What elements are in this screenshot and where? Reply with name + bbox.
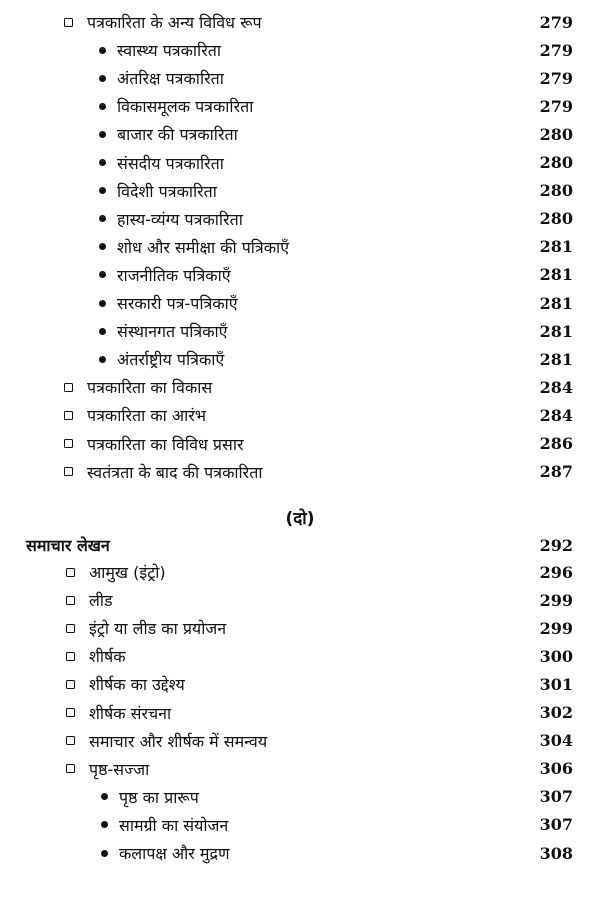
toc-entry xyxy=(0,755,600,783)
toc-entry-page-number: 281 xyxy=(539,237,573,257)
toc-entry-page-number: 281 xyxy=(539,293,573,313)
toc-entry-title: पृष्ठ-सज्जा xyxy=(89,759,150,779)
square-bullet-icon xyxy=(66,736,75,745)
toc-entry-page-number: 301 xyxy=(539,674,573,694)
toc-entry xyxy=(0,233,600,261)
toc-entry-title: पत्रकारिता के अन्य विविध रूप xyxy=(87,13,262,32)
toc-entry xyxy=(0,36,600,64)
toc-entry xyxy=(0,177,600,205)
toc-entry-title: अंतर्राष्ट्रीय पत्रिकाएँ xyxy=(117,350,225,370)
toc-entry-page-number: 286 xyxy=(539,434,573,453)
toc-entry xyxy=(0,401,600,429)
round-bullet-icon xyxy=(101,793,108,800)
toc-entry xyxy=(0,642,600,670)
toc-entry-page-number: 279 xyxy=(539,96,573,116)
round-bullet-icon xyxy=(99,215,106,222)
toc-entry-title: इंट्रो या लीड का प्रयोजन xyxy=(89,619,227,639)
toc-entry-page-number: 280 xyxy=(539,209,573,229)
toc-entry-title: पृष्ठ का प्रारूप xyxy=(119,787,199,807)
toc-entry xyxy=(0,558,600,586)
round-bullet-icon xyxy=(99,328,106,335)
toc-entry-page-number: 281 xyxy=(539,349,573,369)
round-bullet-icon xyxy=(99,243,106,250)
toc-entry-title: लीड xyxy=(89,591,113,611)
chapter-title: समाचार लेखन xyxy=(26,536,110,555)
toc-entry-title: पत्रकारिता का विकास xyxy=(87,378,213,398)
toc-entry xyxy=(0,783,600,811)
toc-entry-page-number: 287 xyxy=(539,462,573,482)
toc-entry-title: पत्रकारिता का विविध प्रसार xyxy=(87,434,244,454)
toc-entry xyxy=(0,373,600,401)
toc-entry xyxy=(0,8,600,36)
toc-entry-page-number: 279 xyxy=(539,40,573,60)
toc-entry-title: राजनीतिक पत्रिकाएँ xyxy=(117,265,231,285)
toc-entry xyxy=(0,727,600,755)
toc-entry-title: बाजार की पत्रकारिता xyxy=(117,125,238,145)
toc-entry-page-number: 302 xyxy=(539,703,573,722)
toc-entry xyxy=(0,205,600,233)
toc-entry xyxy=(0,670,600,698)
toc-entry-title: विदेशी पत्रकारिता xyxy=(117,181,217,201)
toc-entry-title: पत्रकारिता का आरंभ xyxy=(87,406,207,426)
round-bullet-icon xyxy=(99,356,106,363)
section-heading: (दो) xyxy=(285,509,315,529)
toc-entry-title: स्वतंत्रता के बाद की पत्रकारिता xyxy=(87,462,263,482)
toc-entry-page-number: 280 xyxy=(539,181,573,201)
toc-entry-page-number: 299 xyxy=(539,590,573,610)
toc-entry-page-number: 281 xyxy=(539,321,573,341)
toc-entry xyxy=(0,345,600,373)
toc-entry-page-number: 306 xyxy=(539,759,573,779)
toc-entry xyxy=(0,458,600,486)
square-bullet-icon xyxy=(66,652,75,661)
square-bullet-icon xyxy=(66,764,75,773)
round-bullet-icon xyxy=(99,47,106,54)
toc-entry xyxy=(0,586,600,614)
toc-entry xyxy=(0,92,600,120)
round-bullet-icon xyxy=(101,821,108,828)
toc-entry-page-number: 308 xyxy=(539,843,573,863)
toc-entry-page-number: 299 xyxy=(539,618,573,638)
toc-entry-title: सरकारी पत्र-पत्रिकाएँ xyxy=(117,294,238,313)
toc-entry xyxy=(0,289,600,317)
toc-entry-title: शीर्षक का उद्देश्य xyxy=(89,675,185,695)
toc-entry-page-number: 284 xyxy=(539,405,573,425)
square-bullet-icon xyxy=(64,439,73,448)
round-bullet-icon xyxy=(99,300,106,307)
toc-entry-page-number: 304 xyxy=(539,731,573,751)
chapter-row xyxy=(0,531,600,559)
toc-entry-title: आमुख (इंट्रो) xyxy=(89,563,166,582)
round-bullet-icon xyxy=(99,131,106,138)
square-bullet-icon xyxy=(64,411,73,420)
round-bullet-icon xyxy=(99,75,106,82)
square-bullet-icon xyxy=(64,383,73,392)
square-bullet-icon xyxy=(66,708,75,717)
round-bullet-icon xyxy=(99,159,106,166)
toc-entry xyxy=(0,261,600,289)
toc-entry xyxy=(0,120,600,148)
toc-entry-title: शीर्षक संरचना xyxy=(89,703,172,723)
toc-entry-page-number: 284 xyxy=(539,377,573,397)
round-bullet-icon xyxy=(99,103,106,110)
toc-entry-title: सामग्री का संयोजन xyxy=(119,815,229,835)
round-bullet-icon xyxy=(99,271,106,278)
square-bullet-icon xyxy=(66,596,75,605)
toc-entry-title: शोध और समीक्षा की पत्रिकाएँ xyxy=(117,237,290,257)
toc-entry xyxy=(0,64,600,92)
toc-entry-title: संसदीय पत्रकारिता xyxy=(117,153,224,173)
toc-entry xyxy=(0,614,600,642)
toc-entry-title: संस्थानगत पत्रिकाएँ xyxy=(117,322,228,342)
toc-entry-page-number: 280 xyxy=(539,124,573,144)
toc-entry-title: शीर्षक xyxy=(89,647,126,667)
toc-entry-page-number: 307 xyxy=(539,815,573,835)
square-bullet-icon xyxy=(66,624,75,633)
toc-entry-page-number: 307 xyxy=(539,787,573,807)
round-bullet-icon xyxy=(101,850,108,857)
toc-entry xyxy=(0,811,600,839)
chapter-page-number: 292 xyxy=(539,535,573,555)
square-bullet-icon xyxy=(66,680,75,689)
toc-entry-page-number: 296 xyxy=(539,562,573,582)
toc-entry-title: विकासमूलक पत्रकारिता xyxy=(117,97,254,117)
toc-entry-page-number: 300 xyxy=(539,646,573,666)
toc-entry-title: हास्य-व्यंग्य पत्रकारिता xyxy=(117,209,243,229)
toc-entry xyxy=(0,317,600,345)
round-bullet-icon xyxy=(99,187,106,194)
toc-entry xyxy=(0,839,600,867)
toc-entry-title: समाचार और शीर्षक में समन्वय xyxy=(89,731,268,751)
square-bullet-icon xyxy=(64,18,73,27)
toc-entry xyxy=(0,699,600,727)
toc-entry-page-number: 280 xyxy=(539,153,573,172)
toc-entry-title: अंतरिक्ष पत्रकारिता xyxy=(117,69,224,89)
toc-entry-title: स्वास्थ्य पत्रकारिता xyxy=(117,41,222,61)
square-bullet-icon xyxy=(66,568,75,577)
toc-entry-page-number: 279 xyxy=(539,68,573,88)
toc-entry-page-number: 281 xyxy=(539,265,573,285)
toc-entry xyxy=(0,430,600,458)
toc-entry-title: कलापक्ष और मुद्रण xyxy=(119,844,230,863)
toc-entry xyxy=(0,149,600,177)
square-bullet-icon xyxy=(64,467,73,476)
toc-entry-page-number: 279 xyxy=(539,12,573,32)
